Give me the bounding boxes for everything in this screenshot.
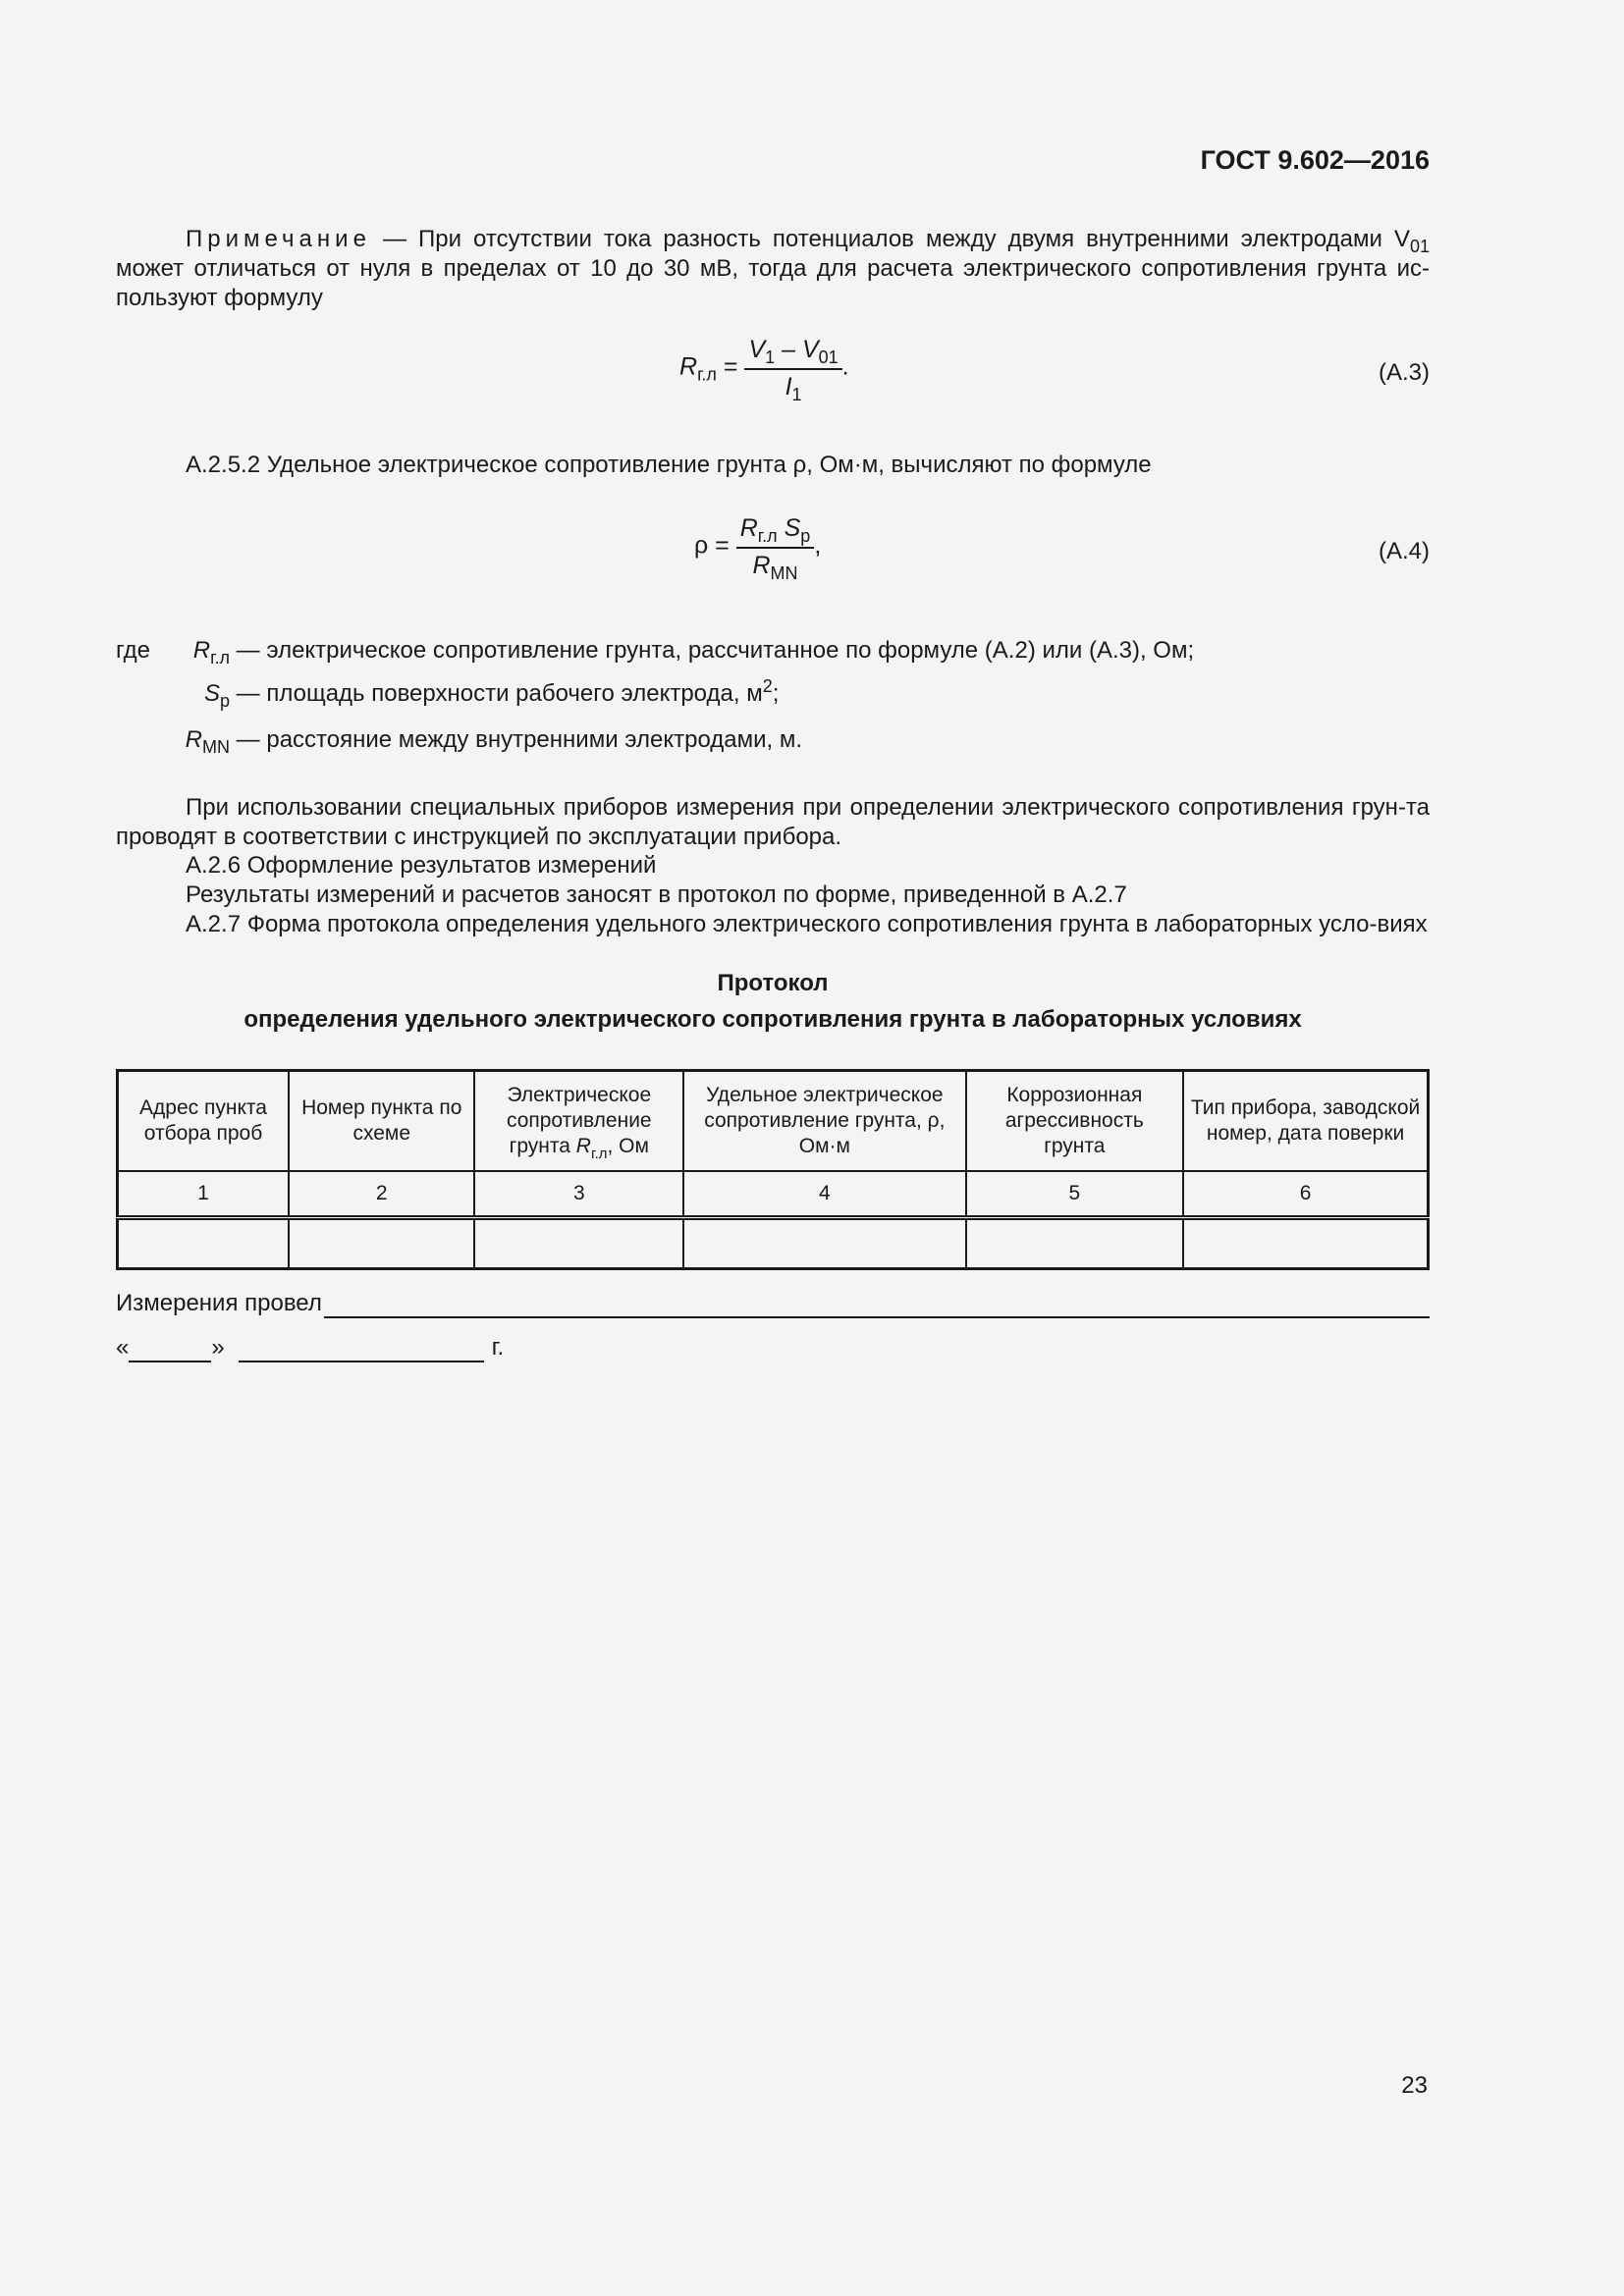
date-day-blank[interactable] xyxy=(129,1335,211,1362)
formula-a4-den: R xyxy=(752,552,771,579)
empty-cell[interactable] xyxy=(118,1218,290,1269)
formula-a3-tail: . xyxy=(841,352,849,381)
column-number: 6 xyxy=(1183,1171,1428,1218)
empty-cell[interactable] xyxy=(289,1218,474,1269)
where-row-3 xyxy=(116,725,802,755)
document-code: ГОСТ 9.602—2016 xyxy=(1200,145,1430,175)
formula-a4-fraction xyxy=(736,513,815,583)
formula-a3-fraction xyxy=(744,335,841,404)
column-number: 2 xyxy=(289,1171,474,1218)
header-resistance-sym: R xyxy=(575,1135,591,1157)
formula-a3-num-b: V xyxy=(801,336,819,363)
formula-a3-num-a: V xyxy=(748,336,766,363)
where-row-2 xyxy=(116,676,780,711)
column-number: 3 xyxy=(474,1171,683,1218)
formula-a4-tail: , xyxy=(814,531,822,560)
formula-a4-lhs: ρ = xyxy=(694,531,736,560)
date-open-quote: « xyxy=(116,1334,130,1361)
where-sym-2: S xyxy=(203,680,220,707)
empty-cell[interactable] xyxy=(1183,1218,1428,1269)
where-word: где xyxy=(116,637,151,664)
formula-a4-num-b: S xyxy=(784,514,801,542)
header-cell-address: Адрес пункта отбора проб xyxy=(118,1071,290,1172)
header-cell-resistivity: Удельное электрическое сопротивление грунта, ρ, Ом·м xyxy=(683,1071,965,1172)
formula-a3-eq: = xyxy=(716,352,745,381)
where-text-2-after: ; xyxy=(772,680,780,707)
header-resistance-unit: , Ом xyxy=(607,1135,649,1157)
formula-a3-lhs-sub: г.л xyxy=(697,364,717,385)
date-month-year-blank[interactable] xyxy=(239,1335,484,1362)
signoff-blank[interactable] xyxy=(324,1289,1430,1318)
formula-a3 xyxy=(679,335,849,404)
column-number: 1 xyxy=(118,1171,290,1218)
formula-a3-minus: – xyxy=(775,336,802,363)
signoff-line xyxy=(116,1289,1430,1318)
date-close-quote: » xyxy=(211,1334,225,1361)
where-sym-1-sub: г.л xyxy=(210,648,230,667)
formula-a4-num-a: R xyxy=(739,514,758,542)
table-empty-row xyxy=(118,1218,1429,1269)
where-sym-3: R xyxy=(185,726,202,753)
formula-a3-denominator xyxy=(744,370,841,404)
formula-a4-denominator xyxy=(736,549,815,583)
where-sym-1: R xyxy=(192,637,211,664)
formula-a4 xyxy=(694,513,822,583)
where-text-2: площадь поверхности рабочего электрода, м xyxy=(266,680,763,707)
where-row-1 xyxy=(116,636,1194,666)
date-line xyxy=(116,1333,504,1362)
protocol-subtitle: определения удельного электрического сопротивления грунта в лабораторных условиях xyxy=(244,1006,1302,1033)
header-resistance-sub: г.л xyxy=(590,1146,608,1162)
where-text-2-sup: 2 xyxy=(762,676,773,696)
protocol-title: Протокол xyxy=(717,970,829,996)
formula-a4-den-sub: MN xyxy=(770,563,798,583)
note-text-1: — При отсутствии тока разность потенциалов между двумя внутренними электродами V xyxy=(370,226,1410,252)
date-year-suffix: г. xyxy=(491,1334,505,1361)
empty-cell[interactable] xyxy=(683,1218,965,1269)
formula-a4-num-b-sub: p xyxy=(800,526,811,546)
note-text-1-sub: 01 xyxy=(1409,237,1430,256)
formula-a3-num-b-sub: 01 xyxy=(818,347,839,367)
note-text-2: может отличаться от нуля в пределах от 10 до 30 мВ, тогда для расчета электрического сопротивления грунта ис-пользуют формулу xyxy=(116,255,1430,311)
header-resistance-text: Электрическое сопротивление грунта xyxy=(506,1084,652,1157)
formula-a3-num-a-sub: 1 xyxy=(765,347,776,367)
formula-a3-lhs: R xyxy=(679,352,698,381)
where-dash-2: — xyxy=(230,680,267,707)
table-header-row xyxy=(118,1071,1429,1172)
formula-a3-number: (А.3) xyxy=(1378,359,1430,386)
paragraph-special-devices: При использовании специальных приборов измерения при определении электрического сопротивления грун-та проводят в соответствии с инструкцией по эксплуатации прибора. xyxy=(116,794,1430,850)
empty-cell[interactable] xyxy=(474,1218,683,1269)
formula-a3-den: I xyxy=(785,373,792,400)
formula-a4-number: (А.4) xyxy=(1378,538,1430,564)
where-text-3: расстояние между внутренними электродами, м. xyxy=(266,726,803,753)
empty-cell[interactable] xyxy=(966,1218,1184,1269)
page-number: 23 xyxy=(1401,2072,1428,2099)
where-sym-3-sub: MN xyxy=(202,737,230,757)
table-number-row xyxy=(118,1171,1429,1218)
formula-a3-den-sub: 1 xyxy=(791,385,802,404)
header-cell-corrosivity: Коррозионная агрессивность грунта xyxy=(966,1071,1184,1172)
where-dash-1: — xyxy=(230,637,267,664)
note-label: Примечание xyxy=(186,226,371,252)
section-a27: А.2.7 Форма протокола определения удельного электрического сопротивления грунта в лабораторных усло-виях xyxy=(186,911,1428,937)
header-cell-point-number: Номер пункта по схеме xyxy=(289,1071,474,1172)
section-a26: А.2.6 Оформление результатов измерений xyxy=(186,852,657,879)
where-text-1: электрическое сопротивление грунта, рассчитанное по формуле (А.2) или (А.3), Ом; xyxy=(266,637,1195,664)
where-dash-3: — xyxy=(230,726,267,753)
formula-a3-numerator xyxy=(744,335,841,370)
formula-a4-numerator xyxy=(736,513,815,549)
protocol-table xyxy=(116,1069,1430,1270)
header-cell-device: Тип прибора, заводской номер, дата поверки xyxy=(1183,1071,1428,1172)
header-cell-resistance xyxy=(474,1071,683,1172)
column-number: 5 xyxy=(966,1171,1184,1218)
formula-a4-num-a-sub: г.л xyxy=(757,526,778,546)
signoff-label: Измерения провел xyxy=(116,1290,322,1316)
where-sym-2-sub: p xyxy=(219,691,230,711)
section-a252: А.2.5.2 Удельное электрическое сопротивление грунта ρ, Ом·м, вычисляют по формуле xyxy=(186,452,1152,478)
column-number: 4 xyxy=(683,1171,965,1218)
note-paragraph xyxy=(116,225,1430,313)
paragraph-results: Результаты измерений и расчетов заносят в протокол по форме, приведенной в А.2.7 xyxy=(186,881,1127,908)
